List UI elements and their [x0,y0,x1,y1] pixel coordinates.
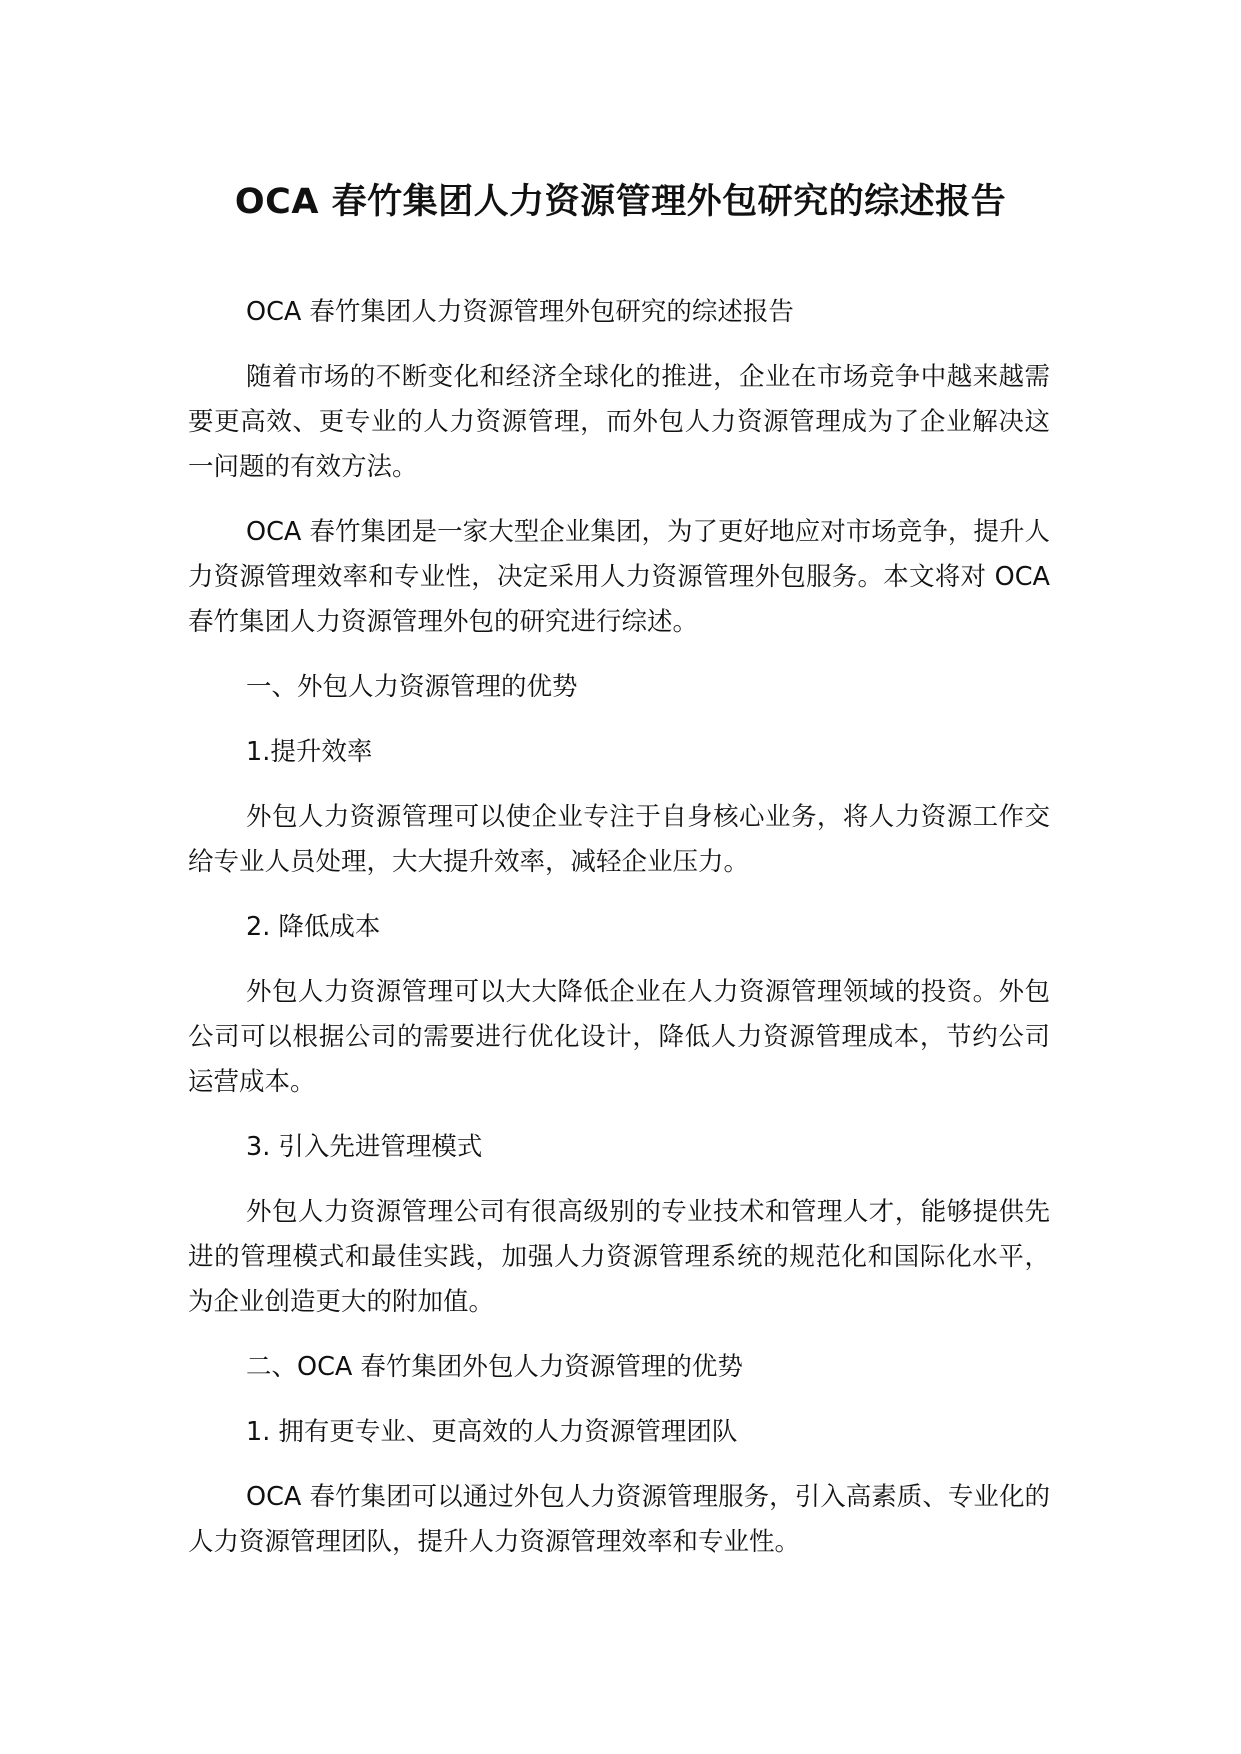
paragraph-team: OCA 春竹集团可以通过外包人力资源管理服务，引入高素质、专业化的人力资源管理团队，提升人力资源管理效率和专业性。 [188,1482,1050,1557]
paragraph-intro: 随着市场的不断变化和经济全球化的推进，企业在市场竞争中越来越需要更高效、更专业的人力资源管理，而外包人力资源管理成为了企业解决这一问题的有效方法。 [188,362,1050,482]
document-body [188,290,1050,1585]
paragraph-management-mode: 外包人力资源管理公司有很高级别的专业技术和管理人才，能够提供先进的管理模式和最佳实践，加强人力资源管理系统的规范化和国际化水平，为企业创造更大的附加值。 [188,1197,1050,1317]
subheading-team: 1. 拥有更专业、更高效的人力资源管理团队 [246,1417,738,1447]
paragraph-subtitle: OCA 春竹集团人力资源管理外包研究的综述报告 [246,297,794,327]
paragraph-company-overview: OCA 春竹集团是一家大型企业集团，为了更好地应对市场竞争，提升人力资源管理效率和专业性，决定采用人力资源管理外包服务。本文将对 OCA 春竹集团人力资源管理外包的研究进行综述。 [188,517,1050,637]
subheading-efficiency: 1.提升效率 [246,737,373,767]
subheading-management-mode: 3. 引入先进管理模式 [246,1132,483,1162]
subheading-cost: 2. 降低成本 [246,912,381,942]
paragraph-efficiency: 外包人力资源管理可以使企业专注于自身核心业务，将人力资源工作交给专业人员处理，大大提升效率，减轻企业压力。 [188,802,1050,877]
section-heading-2: 二、OCA 春竹集团外包人力资源管理的优势 [246,1352,743,1382]
paragraph-cost: 外包人力资源管理可以大大降低企业在人力资源管理领域的投资。外包公司可以根据公司的需要进行优化设计，降低人力资源管理成本，节约公司运营成本。 [188,977,1050,1097]
section-heading-1: 一、外包人力资源管理的优势 [246,672,578,702]
document-title: OCA 春竹集团人力资源管理外包研究的综述报告 [234,182,1007,222]
